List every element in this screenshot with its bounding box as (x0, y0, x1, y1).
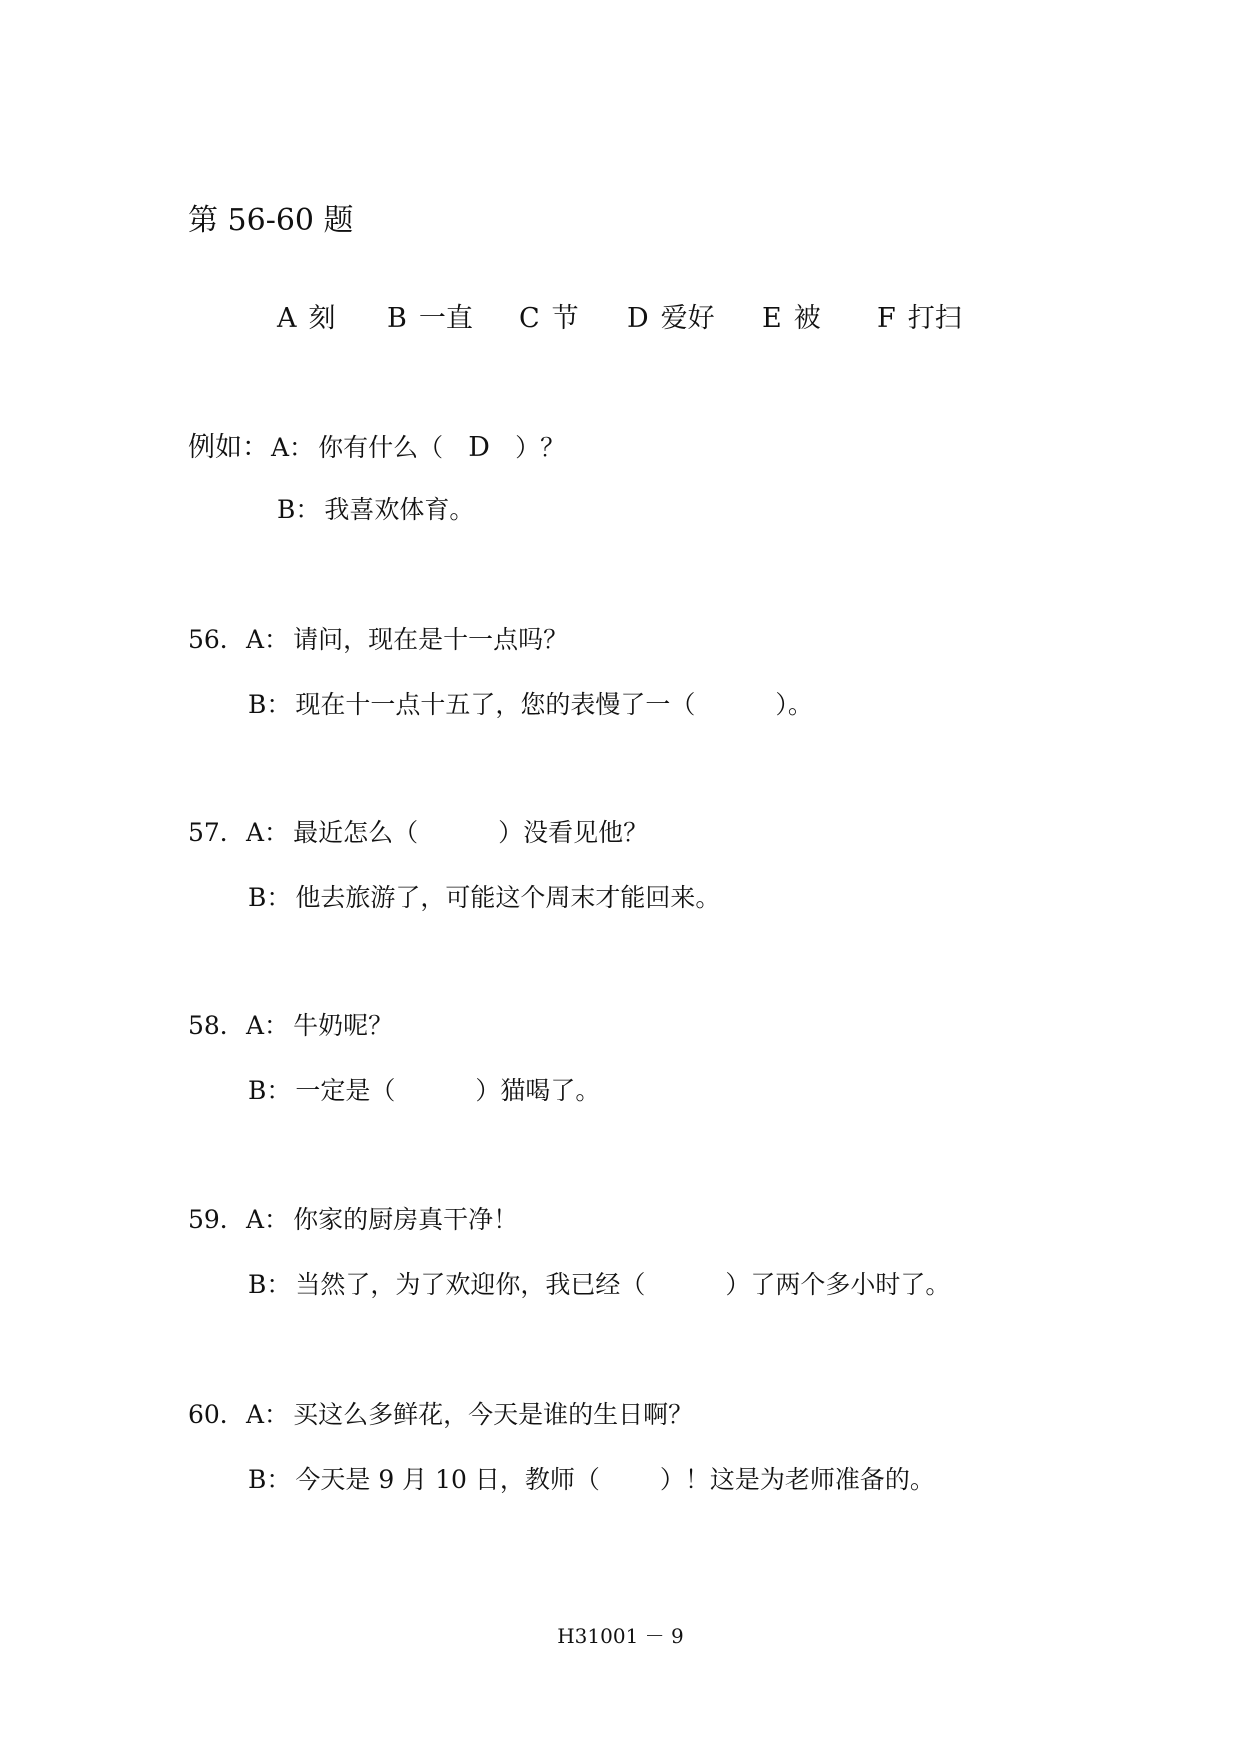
question-a-text: 请问，现在是十一点吗？ (293, 625, 569, 654)
question-b-text: 他去旅游了，可能这个周末才能回来。 (295, 883, 721, 912)
question-number: 57． (188, 818, 245, 847)
example-line-b (277, 490, 474, 526)
option-f (877, 296, 997, 335)
question-a-before: 最近怎么（ (293, 818, 419, 847)
speaker-b: B： (277, 495, 321, 524)
question-b-before: 现在十一点十五了，您的表慢了一（ (295, 690, 696, 719)
word-options (277, 296, 997, 335)
example-a-before: 你有什么（ (318, 433, 444, 462)
speaker-b: B： (248, 1270, 292, 1299)
question-a-after: ）没看见他？ (498, 818, 649, 847)
example-b-text: 我喜欢体育。 (324, 495, 475, 524)
option-d (627, 296, 762, 335)
option-word: 刻 (308, 303, 336, 334)
question-number: 58． (188, 1011, 245, 1040)
example-answer: D (468, 432, 490, 463)
question-60-line-b (248, 1460, 935, 1496)
speaker-b: B： (248, 690, 292, 719)
question-b-after: ）了两个多小时了。 (725, 1270, 951, 1299)
option-letter: D (627, 303, 649, 334)
question-60-line-a (188, 1395, 693, 1431)
option-word: 打扫 (907, 303, 962, 334)
speaker-a: A： (246, 1400, 290, 1429)
question-b-after: ）！这是为老师准备的。 (659, 1465, 935, 1494)
speaker-a: A： (246, 1011, 290, 1040)
question-59-line-a (188, 1200, 518, 1236)
option-word: 一直 (418, 303, 473, 334)
option-e (762, 296, 877, 335)
example-label: 例如： (188, 432, 269, 463)
example-a-after: ）？ (515, 433, 566, 462)
question-58-line-a (188, 1006, 393, 1042)
question-57-line-a (188, 813, 648, 849)
question-number: 59． (188, 1205, 245, 1234)
speaker-a: A： (246, 625, 290, 654)
question-number: 56． (188, 625, 245, 654)
question-58-line-b (248, 1071, 600, 1107)
speaker-b: B： (248, 1465, 292, 1494)
question-56-line-b (248, 685, 813, 721)
question-a-text: 牛奶呢？ (293, 1011, 394, 1040)
speaker-a: A： (246, 1205, 290, 1234)
option-word: 节 (551, 303, 579, 334)
option-letter: A (277, 303, 297, 334)
question-b-before: 今天是 9 月 10 日，教师（ (295, 1465, 600, 1494)
question-a-text: 买这么多鲜花，今天是谁的生日啊？ (293, 1400, 694, 1429)
question-59-line-b (248, 1265, 950, 1301)
option-word: 被 (793, 303, 821, 334)
option-a (277, 296, 387, 335)
question-b-after: ）。 (775, 690, 813, 719)
page-footer: H31001 － 9 (557, 1624, 684, 1648)
section-title: 第 56-60 题 (188, 203, 354, 238)
speaker-a: A： (246, 818, 290, 847)
example-line-a (188, 425, 565, 464)
option-word: 爱好 (660, 303, 715, 334)
speaker-b: B： (248, 883, 292, 912)
speaker-b: B： (248, 1076, 292, 1105)
question-number: 60． (188, 1400, 245, 1429)
question-a-text: 你家的厨房真干净！ (293, 1205, 519, 1234)
option-letter: E (762, 303, 782, 334)
option-b (387, 296, 519, 335)
question-56-line-a (188, 620, 568, 656)
option-letter: B (387, 303, 407, 334)
option-letter: C (519, 303, 540, 334)
question-b-before: 当然了，为了欢迎你，我已经（ (295, 1270, 646, 1299)
question-b-after: ）猫喝了。 (475, 1076, 601, 1105)
option-letter: F (877, 303, 896, 334)
option-c (519, 296, 627, 335)
question-57-line-b (248, 878, 720, 914)
question-b-before: 一定是（ (295, 1076, 396, 1105)
speaker-a: A： (271, 433, 315, 462)
